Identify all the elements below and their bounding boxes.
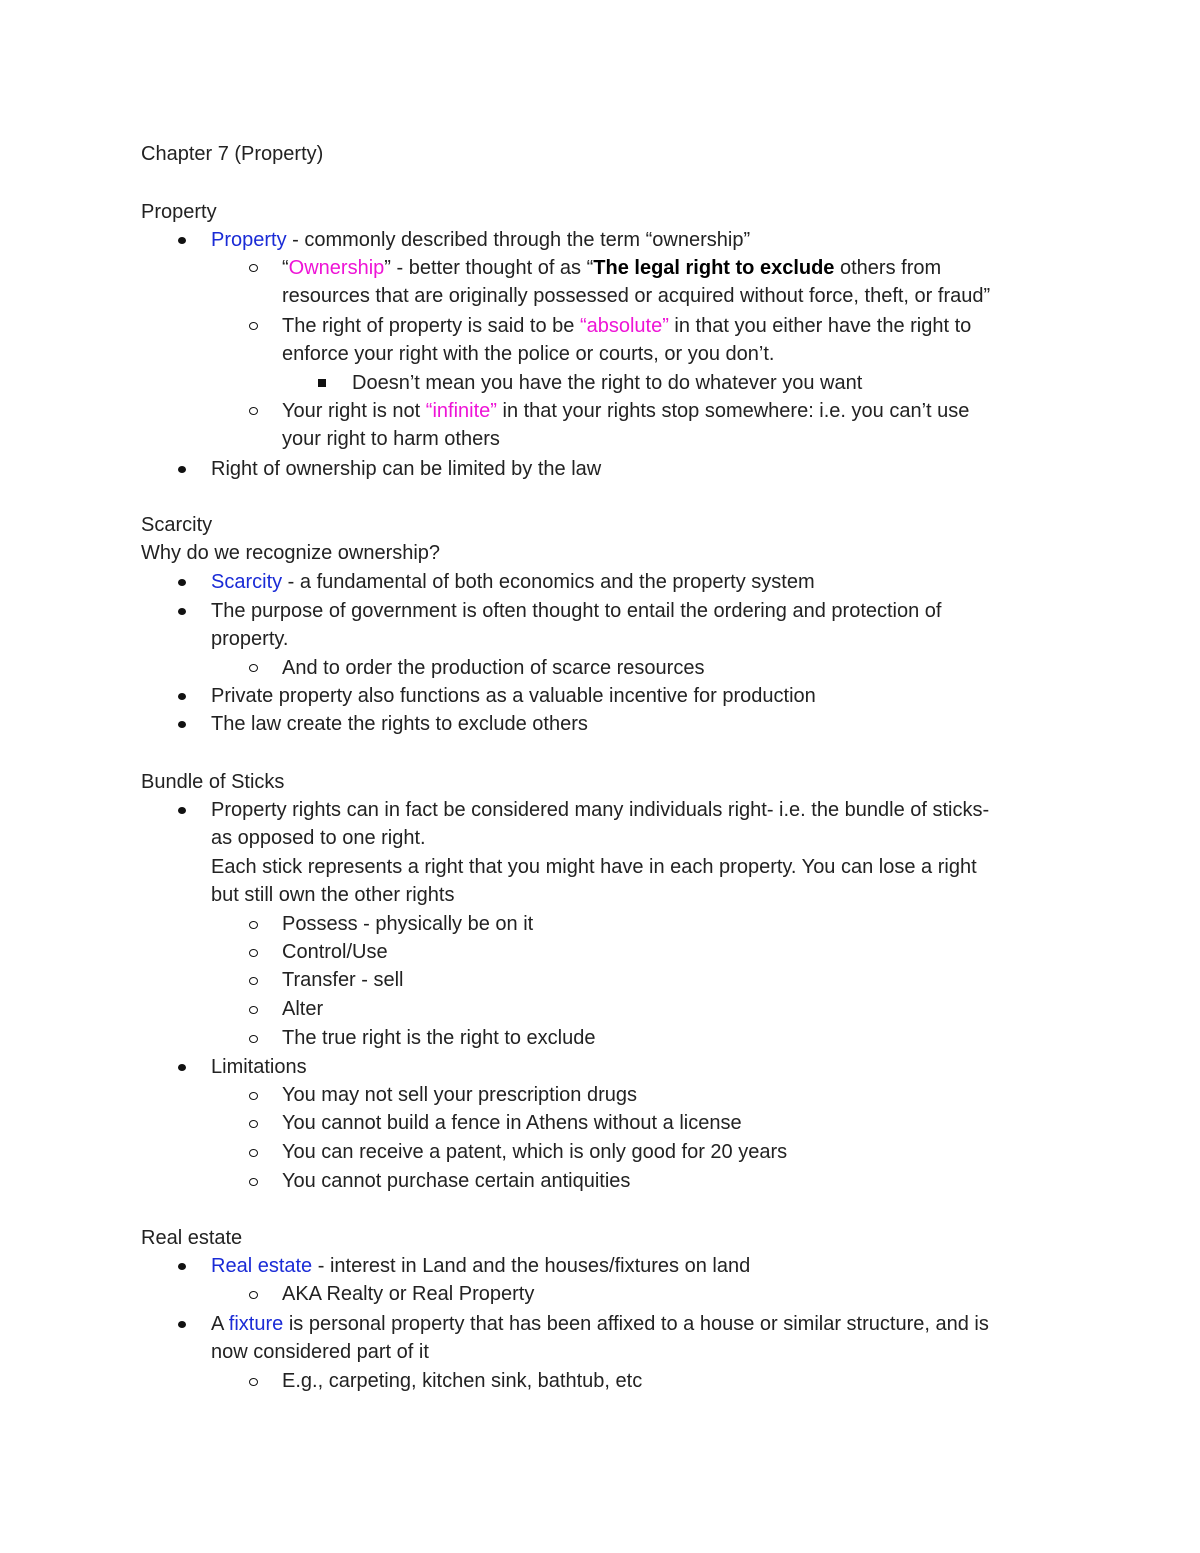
sub-bullet-icon bbox=[249, 664, 258, 672]
section-question: Why do we recognize ownership? bbox=[141, 542, 441, 564]
bullet-icon bbox=[178, 721, 186, 728]
list-item-continuation: property. bbox=[211, 628, 289, 650]
sub-bullet-icon bbox=[249, 949, 258, 957]
list-item: Property rights can in fact be considered many individuals right- i.e. the bundle of sticks- bbox=[211, 799, 990, 821]
sub-bullet-icon bbox=[249, 1291, 258, 1299]
list-item: “Ownership” - better thought of as “The legal right to exclude others from bbox=[282, 257, 942, 279]
list-item: Alter bbox=[282, 998, 324, 1020]
list-item-continuation: resources that are originally possessed or acquired without force, theft, or fraud” bbox=[282, 285, 991, 307]
bullet-icon bbox=[178, 579, 186, 586]
square-bullet-icon bbox=[318, 379, 326, 387]
section-heading-real-estate: Real estate bbox=[141, 1227, 243, 1249]
list-item: Scarcity - a fundamental of both economics and the property system bbox=[211, 571, 815, 593]
list-item: The law create the rights to exclude others bbox=[211, 713, 588, 735]
list-item: You may not sell your prescription drugs bbox=[282, 1084, 637, 1106]
list-item: Doesn’t mean you have the right to do whatever you want bbox=[352, 372, 863, 394]
bullet-icon bbox=[178, 1263, 186, 1270]
list-item-continuation: but still own the other rights bbox=[211, 884, 455, 906]
list-item-continuation: as opposed to one right. bbox=[211, 827, 426, 849]
list-item: E.g., carpeting, kitchen sink, bathtub, etc bbox=[282, 1370, 643, 1392]
section-heading-scarcity: Scarcity bbox=[141, 514, 213, 536]
sub-bullet-icon bbox=[249, 1378, 258, 1386]
sub-bullet-icon bbox=[249, 921, 258, 929]
list-item-continuation: your right to harm others bbox=[282, 428, 500, 450]
list-item: Real estate - interest in Land and the houses/fixtures on land bbox=[211, 1255, 751, 1277]
term-absolute: “absolute” bbox=[579, 315, 669, 337]
bullet-icon bbox=[178, 1064, 186, 1071]
list-item: Transfer - sell bbox=[282, 969, 404, 991]
section-heading-property: Property bbox=[141, 201, 217, 223]
list-item: Limitations bbox=[211, 1056, 307, 1078]
term-real-estate: Real estate bbox=[211, 1255, 313, 1277]
list-item: You can receive a patent, which is only good for 20 years bbox=[282, 1141, 788, 1163]
list-item: The purpose of government is often thought to entail the ordering and protection of bbox=[211, 600, 942, 622]
list-item: Right of ownership can be limited by the law bbox=[211, 458, 602, 480]
list-item: Possess - physically be on it bbox=[282, 913, 534, 935]
list-item: The right of property is said to be “absolute” in that you either have the right to bbox=[282, 315, 972, 337]
section-heading-bundle: Bundle of Sticks bbox=[141, 771, 285, 793]
list-item: AKA Realty or Real Property bbox=[282, 1283, 535, 1305]
sub-bullet-icon bbox=[249, 1092, 258, 1100]
sub-bullet-icon bbox=[249, 1035, 258, 1043]
bold-definition: The legal right to exclude bbox=[593, 257, 835, 279]
list-item: A fixture is personal property that has been affixed to a house or similar structure, and is bbox=[211, 1313, 989, 1335]
sub-bullet-icon bbox=[249, 977, 258, 985]
sub-bullet-icon bbox=[249, 264, 258, 272]
list-item: The true right is the right to exclude bbox=[282, 1027, 596, 1049]
list-item: Property - commonly described through the term “ownership” bbox=[211, 229, 751, 251]
bullet-icon bbox=[178, 807, 186, 814]
bullet-icon bbox=[178, 1321, 186, 1328]
list-item: You cannot build a fence in Athens without a license bbox=[282, 1112, 742, 1134]
page-title: Chapter 7 (Property) bbox=[141, 143, 324, 165]
bullet-icon bbox=[178, 466, 186, 473]
term-fixture: fixture bbox=[228, 1313, 284, 1335]
list-item: You cannot purchase certain antiquities bbox=[282, 1170, 631, 1192]
sub-bullet-icon bbox=[249, 1006, 258, 1014]
list-item-continuation: Each stick represents a right that you might have in each property. You can lose a right bbox=[211, 856, 977, 878]
term-scarcity: Scarcity bbox=[211, 571, 283, 593]
sub-bullet-icon bbox=[249, 1120, 258, 1128]
list-item-continuation: now considered part of it bbox=[211, 1341, 429, 1363]
sub-bullet-icon bbox=[249, 322, 258, 330]
list-item: Private property also functions as a valuable incentive for production bbox=[211, 685, 816, 707]
bullet-icon bbox=[178, 237, 186, 244]
sub-bullet-icon bbox=[249, 1178, 258, 1186]
list-item: Control/Use bbox=[282, 941, 388, 963]
term-property: Property bbox=[211, 229, 287, 251]
list-item: Your right is not “infinite” in that your rights stop somewhere: i.e. you can’t use bbox=[282, 400, 970, 422]
term-ownership: Ownership bbox=[288, 257, 385, 279]
term-infinite: “infinite” bbox=[425, 400, 497, 422]
bullet-icon bbox=[178, 608, 186, 615]
list-item-continuation: enforce your right with the police or courts, or you don’t. bbox=[282, 343, 775, 365]
bullet-icon bbox=[178, 693, 186, 700]
list-item: And to order the production of scarce resources bbox=[282, 657, 705, 679]
sub-bullet-icon bbox=[249, 1149, 258, 1157]
sub-bullet-icon bbox=[249, 407, 258, 415]
